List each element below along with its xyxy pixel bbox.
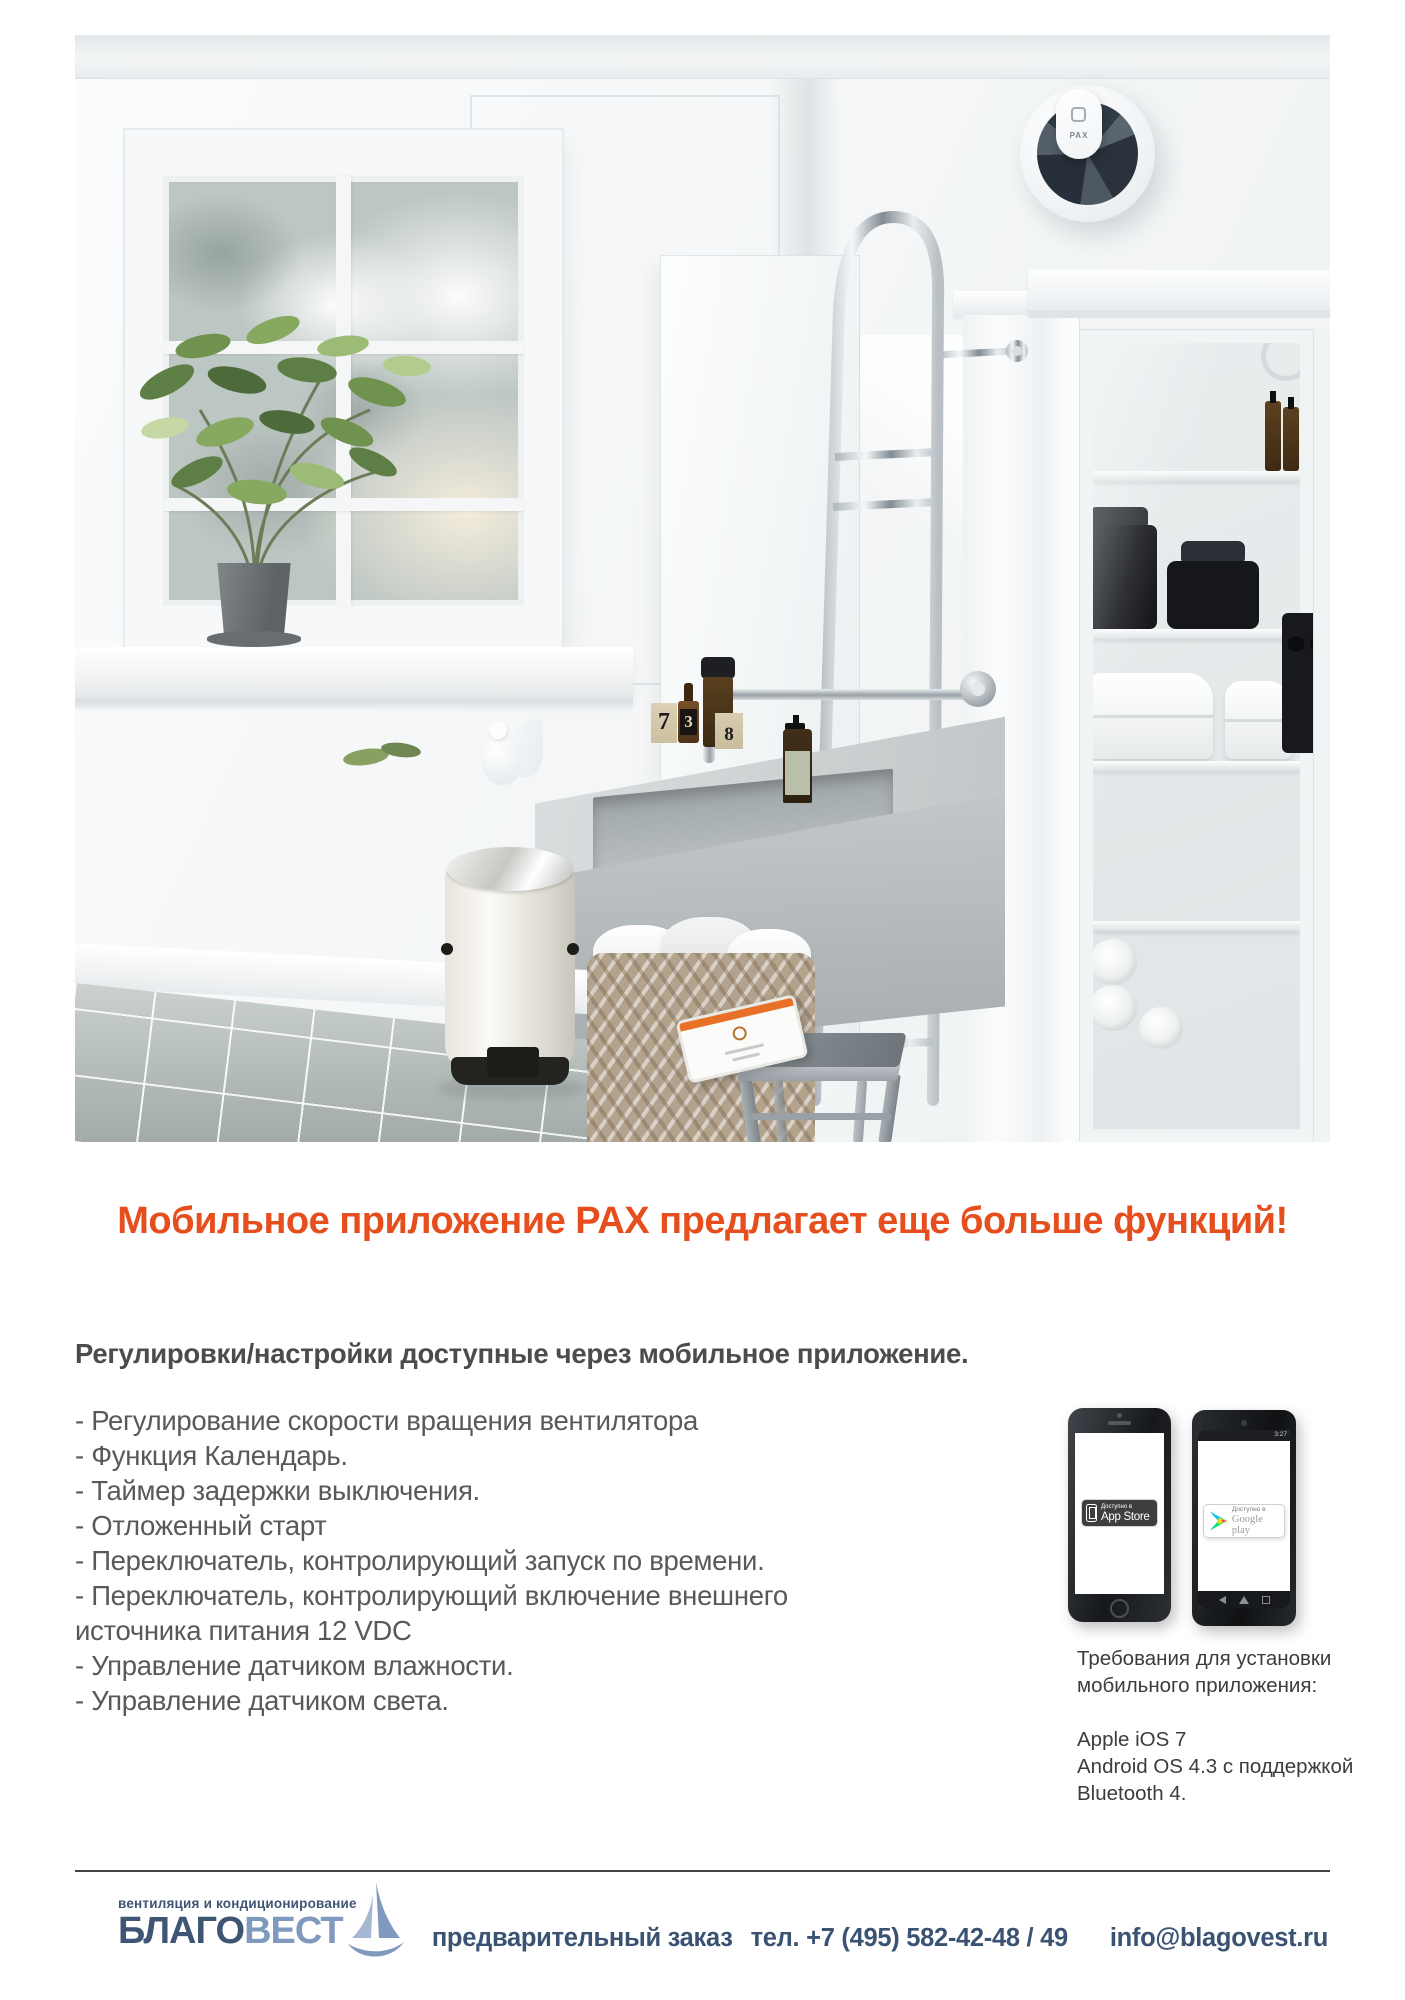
- faucet: [703, 689, 985, 700]
- footer-divider: [75, 1870, 1330, 1872]
- status-time: 3:27: [1274, 1431, 1287, 1438]
- back-icon: [1219, 1596, 1226, 1604]
- iphone-screen: [1075, 1433, 1164, 1594]
- app-store-badge: [1081, 1499, 1158, 1527]
- feature-item: - Отложенный старт: [75, 1510, 327, 1541]
- android-phone: [1192, 1410, 1296, 1626]
- bin-handle-knob: [567, 943, 579, 955]
- handle-knob: [1288, 636, 1304, 652]
- status-bar: [1198, 1430, 1290, 1441]
- fan-brand-label: PAX: [1069, 131, 1089, 140]
- glass-cabinet: [1040, 270, 1330, 1142]
- requirement-item: Apple iOS 7: [1077, 1728, 1187, 1751]
- feature-list: [75, 1403, 800, 1718]
- feature-item: - Управление датчиком света.: [75, 1685, 449, 1716]
- android-nav-bar: [1198, 1591, 1290, 1608]
- feature-item: - Таймер задержки выключения.: [75, 1475, 480, 1506]
- feature-item: - Переключатель, контролирующий запуск по времени.: [75, 1545, 765, 1576]
- requirements-title: Требования для установки мобильного приложения:: [1077, 1647, 1332, 1697]
- headline: Мобильное приложение PAX предлагает еще больше функций!: [117, 1200, 1288, 1242]
- feature-item: - Управление датчиком влажности.: [75, 1650, 514, 1681]
- smartphone-icon: [1086, 1504, 1097, 1522]
- glass-reflection: [1093, 343, 1300, 1129]
- badge-available-label: Доступно в: [1101, 1503, 1133, 1510]
- angel-figurine: [475, 717, 547, 787]
- bathroom-photo: [75, 35, 1330, 1142]
- figurine-head: [489, 721, 507, 739]
- cabinet-stile: [1040, 316, 1080, 1142]
- feature-item: - Функция Календарь.: [75, 1440, 348, 1471]
- badge-store-label: Google play: [1231, 1514, 1263, 1536]
- logo-name: [118, 1911, 357, 1951]
- cabinet-crown-lip: [1028, 310, 1330, 318]
- logo-name-dark: БЛАГО: [118, 1910, 245, 1952]
- bin-pedal: [487, 1047, 539, 1077]
- jar-cap: [701, 657, 735, 679]
- faucet-valve-dot: [971, 682, 985, 696]
- cream-jar: 8: [715, 713, 743, 749]
- order-label: предварительный заказ: [431, 1924, 733, 1952]
- iphone: [1068, 1408, 1171, 1622]
- plant-saucer: [207, 631, 301, 647]
- pump-bottle: [781, 715, 814, 803]
- requirement-item: Android OS 4.3 с поддержкой Bluetooth 4.: [1077, 1755, 1354, 1805]
- bottle-neck: [684, 683, 693, 703]
- plant-pot: [215, 563, 293, 639]
- stool-brace: [751, 1113, 891, 1120]
- footer-contact: [432, 1924, 1328, 1953]
- logo-name-light: ВЕСТ: [244, 1910, 343, 1952]
- phone-number: тел. +7 (495) 582-42-48 / 49: [750, 1924, 1068, 1952]
- camera-icon: [1241, 1420, 1247, 1426]
- faucet-valve: [960, 671, 996, 707]
- pump-label: [785, 751, 810, 795]
- email-address: info@blagovest.ru: [1109, 1924, 1328, 1952]
- google-play-icon: [1207, 1510, 1228, 1532]
- tablet-text-line: [732, 1052, 760, 1061]
- cabinet-crown: [1028, 270, 1330, 312]
- fan-button-icon: [1071, 107, 1086, 122]
- camera-icon: [1117, 1413, 1122, 1418]
- bin-body: [445, 869, 575, 1071]
- amber-bottle: [678, 683, 699, 743]
- feature-item: - Регулирование скорости вращения вентилятора: [75, 1405, 699, 1436]
- home-icon: [1239, 1596, 1249, 1604]
- sail-icon: [346, 1880, 406, 1966]
- figurine-body: [481, 735, 521, 785]
- ceiling-molding: [75, 35, 1330, 79]
- android-screen: [1198, 1430, 1290, 1608]
- bin-lid: [447, 847, 573, 891]
- logo-tagline: вентиляция и кондиционирование: [118, 1896, 357, 1911]
- requirements-block: [1077, 1645, 1367, 1807]
- google-play-badge: [1203, 1504, 1285, 1538]
- home-button: [1110, 1599, 1129, 1618]
- soap-box: 7: [651, 703, 677, 743]
- bin-handle-knob: [441, 943, 453, 955]
- settings-heading: Регулировки/настройки доступные через мобильное приложение.: [75, 1338, 969, 1369]
- cabinet-second-door: [1313, 330, 1330, 1142]
- feature-item: - Переключатель, контролирующий включение внешнего источника питания 12 VDC: [75, 1580, 788, 1646]
- window-sill: [75, 647, 633, 699]
- fan-cover: [1056, 89, 1102, 159]
- tablet-app-logo-icon: [731, 1025, 748, 1042]
- recents-icon: [1262, 1596, 1270, 1604]
- badge-store-label: App Store: [1101, 1510, 1150, 1523]
- speaker-icon: [1108, 1421, 1131, 1425]
- potted-plant: [105, 260, 525, 590]
- bottle-label: 3: [680, 709, 697, 735]
- badge-available-label: Доступно в: [1231, 1506, 1266, 1513]
- pedal-bin: [445, 847, 575, 1093]
- cabinet-glass-door: [1080, 330, 1313, 1142]
- blagovest-logo: [118, 1896, 357, 1951]
